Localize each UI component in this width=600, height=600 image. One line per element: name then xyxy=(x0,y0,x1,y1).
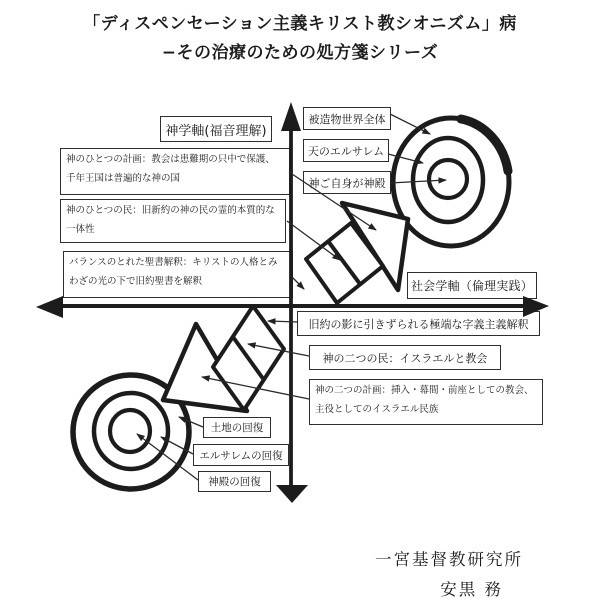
upper-bullseye-icon xyxy=(393,118,509,246)
temple-restoration-label: 神殿の回復 xyxy=(198,471,271,492)
vertical-axis-up-arrow-icon xyxy=(281,102,301,131)
page-title-line1: 「ディスペンセーション主義キリスト教シオニズム」病 xyxy=(83,14,517,34)
whole-created-world-label: 被造物世界全体 xyxy=(303,107,391,130)
vertical-axis-down-arrow-icon xyxy=(276,485,308,503)
upper-ladder-arrow-icon xyxy=(306,203,408,303)
balanced-interpretation-box: バランスのとれた聖書解釈：キリストの人格とみわざの光の下で旧約聖書を解釈 xyxy=(63,251,293,298)
one-people-of-god-box: 神のひとつの民：旧新約の神の民の霊的本質的な一体性 xyxy=(60,199,286,243)
page-title-line2: −その治療のための処方箋シリーズ xyxy=(161,43,439,63)
author-name: 安黒 務 xyxy=(440,580,503,599)
god-himself-temple-label: 神ご自身が神殿 xyxy=(303,171,391,194)
horizontal-axis-left-arrow-icon xyxy=(36,296,63,318)
one-plan-of-god-box: 神のひとつの計画：教会は患難期の只中で保護、千年王国は普遍的な神の国 xyxy=(60,148,290,195)
two-peoples-of-god-box: 神の二つの民：イスラエルと教会 xyxy=(309,345,501,370)
two-plans-of-god-box: 神の二つの計画：挿入・幕間・前座としての教会、主役としてのイスラエル民族 xyxy=(309,379,543,425)
extreme-literalism-box: 旧約の影に引きずられる極端な字義主義解釈 xyxy=(297,311,540,336)
institute-name: 一宮基督教研究所 xyxy=(375,550,523,569)
heavenly-jerusalem-label: 天のエルサレム xyxy=(303,139,389,162)
lower-bullseye-icon xyxy=(73,375,189,489)
sociological-axis-label: 社会学軸（倫理実践） xyxy=(407,272,537,299)
theological-axis-label: 神学軸(福音理解) xyxy=(160,116,272,142)
jerusalem-restoration-label: エルサレムの回復 xyxy=(193,444,289,466)
land-restoration-label: 土地の回復 xyxy=(203,417,271,438)
lower-ladder-arrow-icon xyxy=(163,306,284,411)
